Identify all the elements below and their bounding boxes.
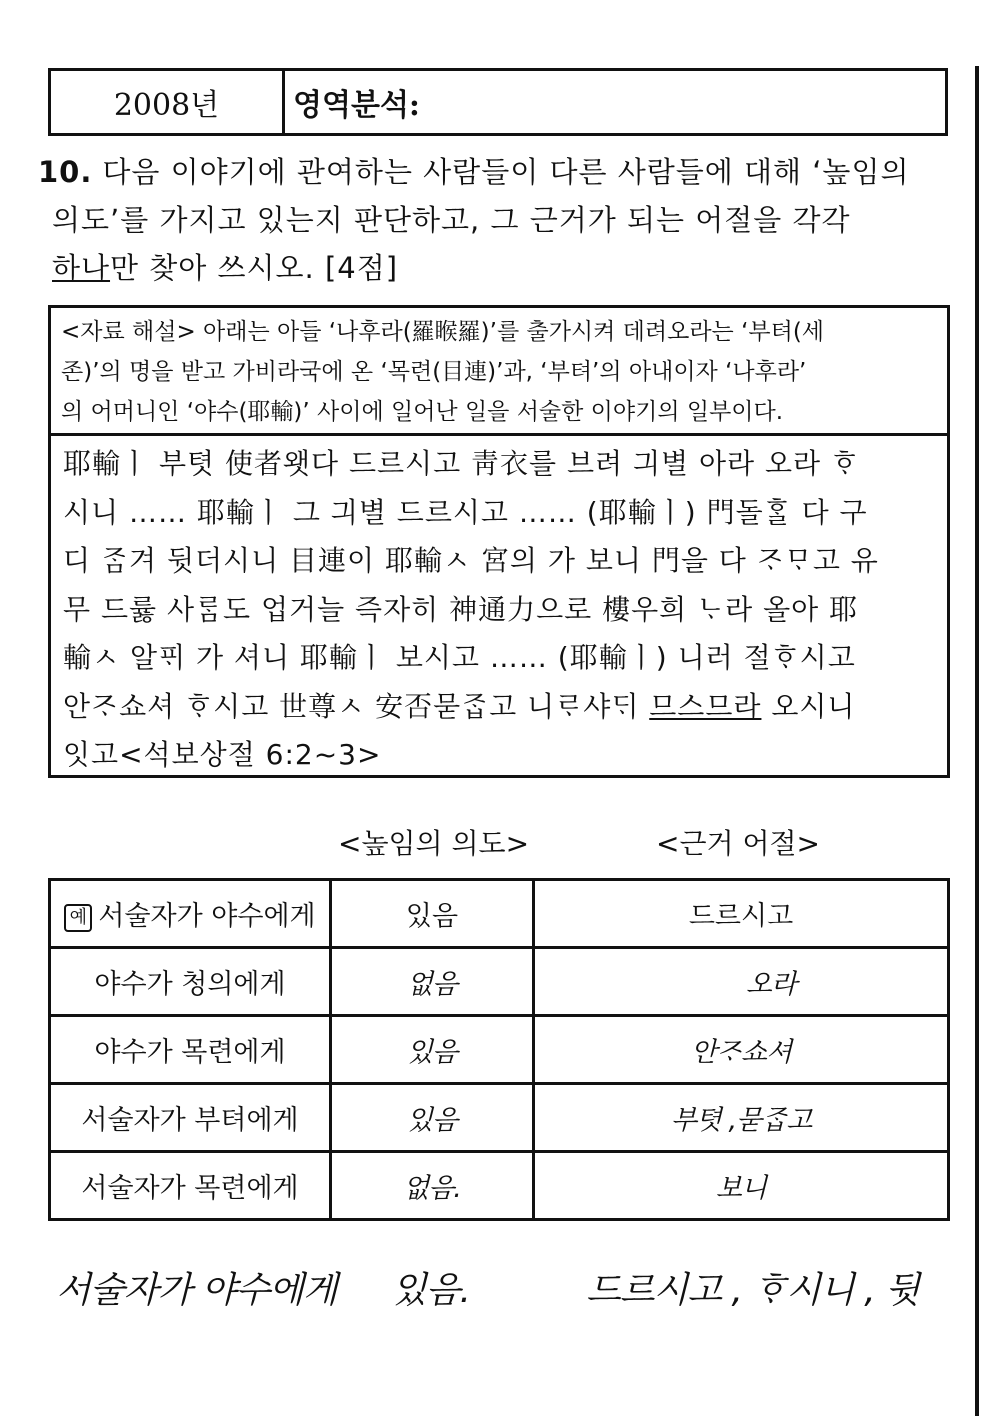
question-line-3: 하나만 찾아 쓰시오. [4점]	[52, 251, 399, 285]
year-cell: 2008년	[51, 71, 285, 133]
page-right-rule	[975, 66, 979, 1416]
who-cell: 서술자가 목련에게	[50, 1152, 331, 1220]
source-line: 耶輸ㅣ 부텻 使者왯다 드르시고 靑衣를 브려 긔별 아라 오라 ᄒᆞ	[63, 447, 860, 480]
who-cell: 야수가 목련에게	[50, 1016, 331, 1084]
heading-honorific-intent: <높임의 의도>	[338, 827, 530, 860]
extra-basis: 드르시고 , ᄒᆞ시니 , 뒷	[586, 1270, 919, 1311]
area-analysis-cell: 영역분석:	[293, 88, 420, 123]
who-cell: 서술자가 부텨에게	[50, 1084, 331, 1152]
intent-cell-handwritten: 있음	[331, 1084, 534, 1152]
example-mark: 예	[64, 904, 92, 932]
intent-cell: 있음	[331, 880, 534, 948]
who-cell: 야수가 청의에게	[50, 948, 331, 1016]
question-line-2: 의도’를 가지고 있는지 판단하고, 그 근거가 되는 어절을 각각	[52, 203, 851, 237]
extra-who: 서술자가 야수에게	[56, 1270, 337, 1311]
source-line: 輸ㅅ 알ᄑᆡ 가 셔니 耶輸ㅣ 보시고 …… (耶輸ㅣ) 니러 절ᄒᆞ시고	[63, 641, 856, 674]
heading-basis-word: <근거 어절>	[656, 827, 821, 860]
material-explanation	[51, 308, 947, 436]
explanation-line: <자료 해설> 아래는 아들 ‘나후라(羅睺羅)’를 출가시켜 데려오라는 ‘부텨(세	[61, 319, 825, 345]
explanation-line: 의 어머니인 ‘야수(耶輸)’ 사이에 일어난 일을 서술한 이야기의 일부이다.	[61, 399, 784, 425]
question-underlined-word: 하나	[52, 251, 111, 285]
table-row	[50, 1016, 949, 1084]
basis-cell-handwritten: 오라	[534, 948, 949, 1016]
source-line: 무 드륧 사ᄅᆞᆷ도 업거늘 즉자히 神通力으로 樓우희 ᄂᆞ라 올아 耶	[63, 592, 859, 626]
basis-cell-handwritten: 보니	[534, 1152, 949, 1220]
source-line: 잇고<석보상절 6:2~3>	[63, 738, 382, 771]
table-row	[50, 1152, 949, 1220]
question	[38, 148, 958, 292]
intent-cell-handwritten: 없음.	[331, 1152, 534, 1220]
table-row	[50, 948, 949, 1016]
basis-cell-handwritten: 안ᄌᆞ쇼셔	[534, 1016, 949, 1084]
source-line: 시니 …… 耶輸ㅣ 그 긔별 드르시고 …… (耶輸ㅣ) 門돌ᄒᆞᆯ 다 구	[63, 495, 868, 529]
basis-cell-handwritten: 부텻 ,묻ᄌᆞᆸ고	[534, 1084, 949, 1152]
explanation-line: 존)’의 명을 받고 가비라국에 온 ‘목련(目連)’과, ‘부텨’의 아내이자 ‘나후라’	[61, 359, 807, 385]
source-line: 안ᄌᆞ쇼셔 ᄒᆞ시고 世尊ㅅ 安否묻ᄌᆞᆸ고 니ᄅᆞ샤ᄃᆡ 므스므라 오시니	[63, 689, 856, 723]
who-cell: 예 서술자가 야수에게	[50, 880, 331, 948]
question-line-1: 다음 이야기에 관여하는 사람들이 다른 사람들에 대해 ‘높임의	[102, 155, 910, 189]
intent-cell-handwritten: 있음	[331, 1016, 534, 1084]
source-line: 디 ᄌᆞᆷ겨 뒷더시니 目連이 耶輸ㅅ 宮의 가 보니 門을 다 ᄌᆞᄆᆞ고 유	[63, 544, 879, 577]
extra-intent: 있음.	[392, 1270, 470, 1311]
source-text	[51, 436, 947, 780]
question-number: 10.	[38, 155, 93, 189]
basis-cell: 드르시고	[534, 880, 949, 948]
table-row	[50, 880, 949, 948]
table-row	[50, 1084, 949, 1152]
source-underlined-word: 므스므라	[649, 689, 762, 723]
intent-cell-handwritten: 없음	[331, 948, 534, 1016]
header-box	[48, 68, 948, 136]
source-box	[48, 305, 950, 778]
answer-table	[48, 878, 950, 1221]
